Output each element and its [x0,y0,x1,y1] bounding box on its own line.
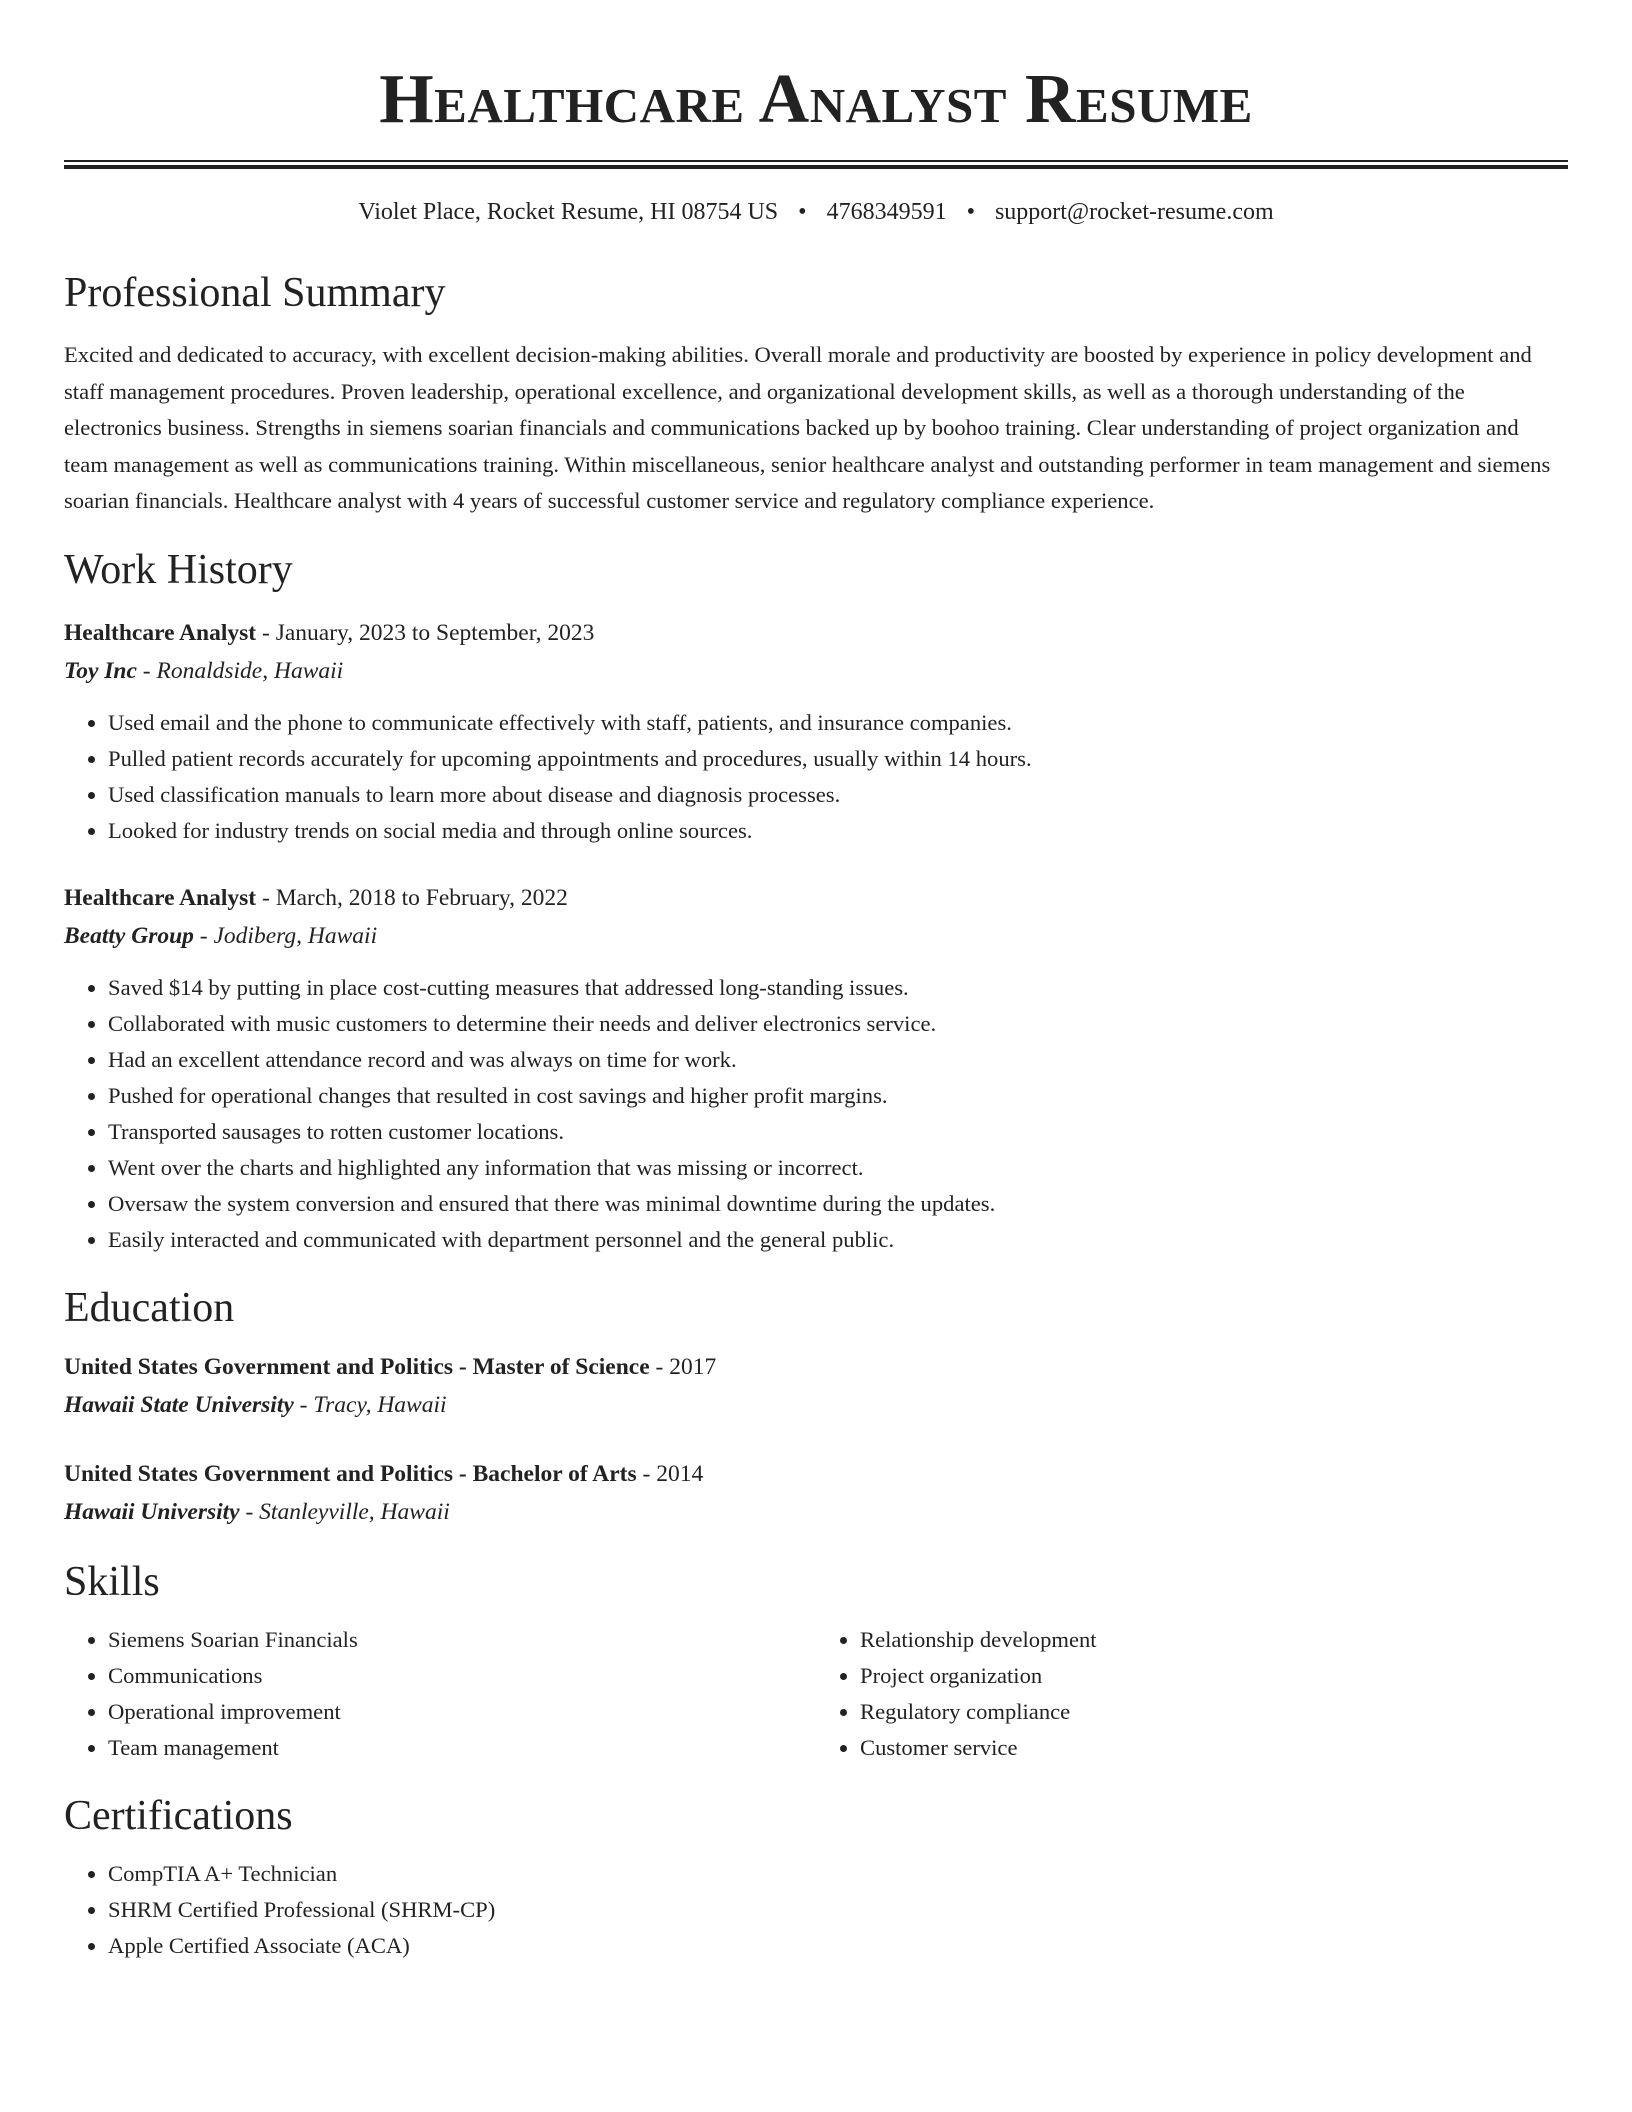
list-item: • Operational improvement [108,1694,816,1730]
job-title-line [64,614,1568,652]
contact-separator: • [798,199,807,225]
job-company: Toy Inc [64,657,137,684]
skills-column-right [816,1622,1568,1766]
list-item: • Pulled patient records accurately for upcoming appointments and procedures, usually within 14 hours. [108,741,1568,777]
summary-heading: Professional Summary [64,270,446,316]
job-title-line [64,879,1568,917]
list-item: • Saved $14 by putting in place cost-cutting measures that addressed long-standing issues. [108,970,1568,1006]
job-location: - Ronaldside, Hawaii [136,657,344,684]
contact-separator: • [966,199,975,225]
certifications-list [64,1856,1568,1964]
degree-line [64,1348,1568,1386]
list-item: • Used email and the phone to communicate effectively with staff, patients, and insurance companies. [108,705,1568,741]
list-item: • Had an excellent attendance record and was always on time for work. [108,1042,1568,1078]
title-divider [64,160,1568,169]
degree-line [64,1455,1568,1493]
job-bullets [64,705,1568,849]
skills-grid [64,1622,1568,1766]
work-history-heading: Work History [64,546,293,593]
school-name: Hawaii University [64,1498,240,1525]
contact-line [64,195,1568,229]
job-title: Healthcare Analyst [64,619,257,646]
job-bullets [64,970,1568,1258]
resume-title: Healthcare Analyst Resume [379,61,1253,138]
list-item: • Collaborated with music customers to determine their needs and deliver electronics service. [108,1006,1568,1042]
list-item: • Oversaw the system conversion and ensured that there was minimal downtime during the updates. [108,1186,1568,1222]
list-item: • Looked for industry trends on social media and through online sources. [108,813,1568,849]
list-item: • Siemens Soarian Financials [108,1622,816,1658]
graduation-year: - 2017 [649,1353,717,1380]
list-item: • CompTIA A+ Technician [108,1856,1568,1892]
job-dates: - March, 2018 to February, 2022 [256,884,568,911]
school-line [64,1493,1568,1532]
job-title: Healthcare Analyst [64,884,257,911]
job-company: Beatty Group [64,922,194,949]
job-entry [64,879,1568,1258]
job-entry [64,614,1568,849]
degree: United States Government and Politics - Master of Science [64,1353,650,1380]
job-company-line [64,652,1568,691]
list-item: • Communications [108,1658,816,1694]
list-item: • Project organization [860,1658,1568,1694]
job-location: - Jodiberg, Hawaii [193,922,378,949]
list-item: • Team management [108,1730,816,1766]
certifications-heading: Certifications [64,1792,293,1839]
school-location: - Stanleyville, Hawaii [239,1498,450,1525]
education-heading: Education [64,1284,235,1331]
job-dates: - January, 2023 to September, 2023 [256,619,595,646]
education-entry [64,1455,1568,1532]
list-item: • Regulatory compliance [860,1694,1568,1730]
contact-address: Violet Place, Rocket Resume, HI 08754 US [358,199,779,225]
graduation-year: - 2014 [636,1460,704,1487]
list-item: • Transported sausages to rotten customer locations. [108,1114,1568,1150]
degree: United States Government and Politics - Bachelor of Arts [64,1460,637,1487]
contact-phone: 4768349591 [826,199,947,225]
list-item: • Used classification manuals to learn more about disease and diagnosis processes. [108,777,1568,813]
list-item: • Relationship development [860,1622,1568,1658]
skills-heading: Skills [64,1558,160,1605]
education-entry [64,1348,1568,1425]
list-item: • Easily interacted and communicated with department personnel and the general public. [108,1222,1568,1258]
skills-column-left [64,1622,816,1766]
list-item: • Pushed for operational changes that resulted in cost savings and higher profit margins. [108,1078,1568,1114]
school-name: Hawaii State University [64,1391,294,1418]
list-item: • Apple Certified Associate (ACA) [108,1928,1568,1964]
summary-text: Excited and dedicated to accuracy, with excellent decision-making abilities. Overall morale and productivity are boosted by experience in policy development and staff management procedures. Proven leadership, operational excellence, and organizational development skills, as well as a thorough understanding of the electronics business. Strengths in siemens soarian financials and communications backed up by boohoo training. Clear understanding of project organization and team management as well as communications training. Within miscellaneous, senior healthcare analyst and outstanding performer in team management and siemens soarian financials. Healthcare analyst with 4 years of successful customer service and regulatory compliance experience. [64,342,1551,513]
school-location: - Tracy, Hawaii [293,1391,447,1418]
job-company-line [64,917,1568,956]
contact-email: support@rocket-resume.com [994,199,1274,225]
list-item: • Customer service [860,1730,1568,1766]
list-item: • Went over the charts and highlighted any information that was missing or incorrect. [108,1150,1568,1186]
list-item: • SHRM Certified Professional (SHRM-CP) [108,1892,1568,1928]
school-line [64,1386,1568,1425]
